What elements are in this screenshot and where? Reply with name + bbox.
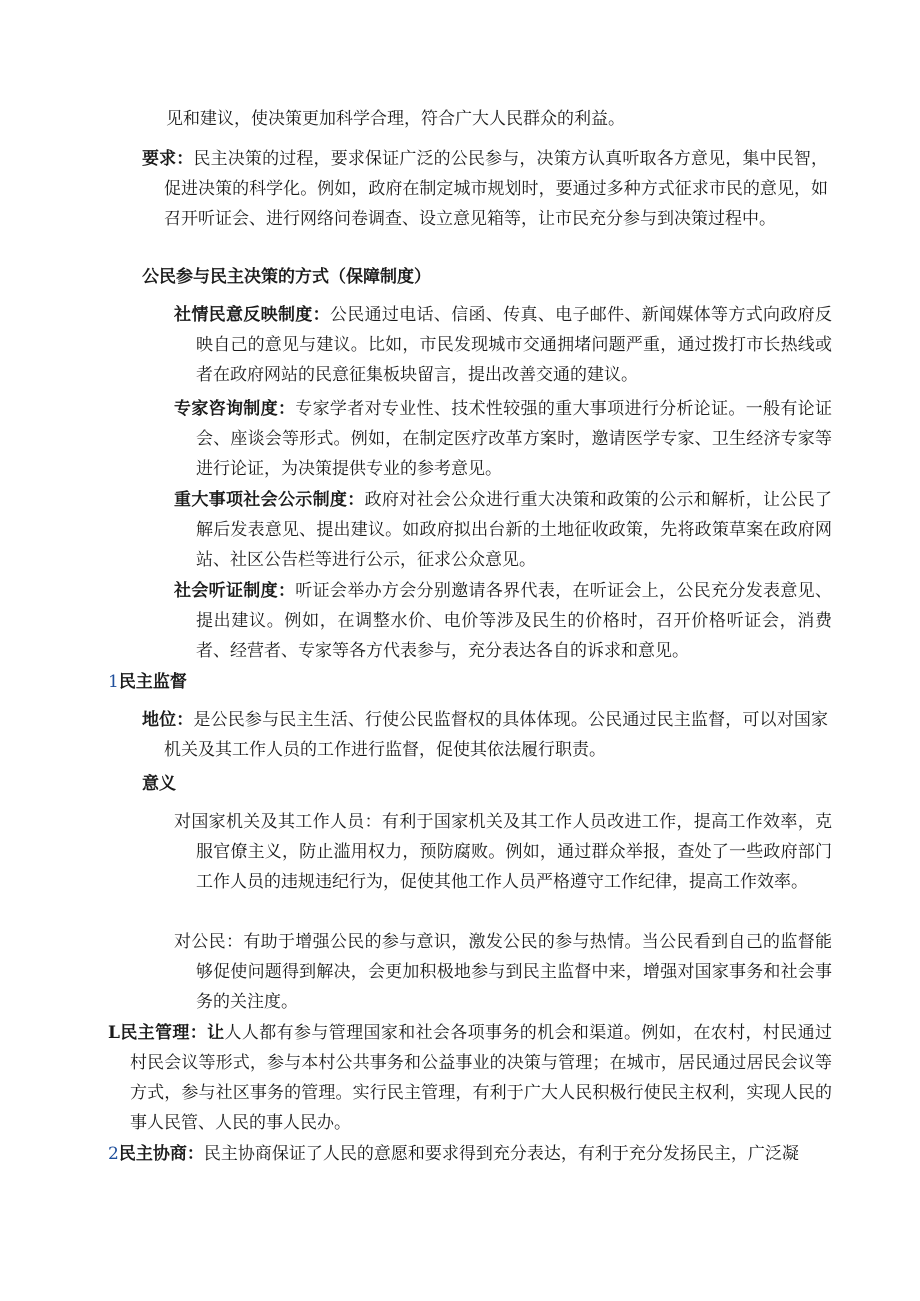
system-text: 公民通过电话、信函、传真、电子邮件、新闻媒体等方式向政府反映自己的意见与建议。比如，市民发现城市交通拥堵问题严重，通过拨打市长热线或者在政府网站的民意征集板块留言，提出改善交通的建议。 — [196, 305, 833, 385]
system-text: 听证会举办方会分别邀请各界代表，在听证会上，公民充分发表意见、提出建议。例如，在调整水价、电价等涉及民生的价格时，召开价格听证会，消费者、经营者、专家等各方代表参与，充分表达各自的诉求和意见。 — [196, 581, 833, 661]
intro-tail-text: 见和建议，使决策更加科学合理，符合广大人民群众的利益。 — [166, 109, 625, 129]
management-number: L — [108, 1023, 120, 1043]
system-text: 专家学者对专业性、技术性较强的重大事项进行分析论证。一般有论证会、座谈会等形式。例如，在制定医疗改革方案时，邀请医学专家、卫生经济专家等进行论证，为决策提供专业的参考意见。 — [196, 399, 833, 479]
system-label: 社会听证制度： — [174, 581, 296, 601]
system-label: 重大事项社会公示制度： — [174, 490, 365, 510]
requirement-block — [142, 144, 828, 234]
supervision-status-text: 是公民参与民主生活、行使公民监督权的具体体现。公民通过民主监督，可以对国家机关及其工作人员的工作进行监督，促使其依法履行职责。 — [164, 710, 829, 760]
system-label: 专家咨询制度： — [174, 399, 296, 419]
ways-heading — [142, 262, 782, 292]
meaning-text: 有助于增强公民的参与意识，激发公民的参与热情。当公民看到自己的监督能够促使问题得到解决，会更加积极地参与到民主监督中来，增强对国家事务和社会事务的关注度。 — [196, 932, 833, 1012]
consultation-paragraph — [108, 1139, 832, 1169]
meaning-label: 对公民： — [174, 932, 244, 952]
meaning-text: 有利于国家机关及其工作人员改进工作，提高工作效率，克服官僚主义，防止滥用权力，预防腐败。例如，通过群众举报，查处了一些政府部门工作人员的违规违纪行为，促使其他工作人员严格遵守工作纪律，提高工作效率。 — [196, 812, 833, 892]
ways-heading-text: 公民参与民主决策的方式（保障制度） — [142, 267, 431, 287]
supervision-title: 民主监督 — [118, 672, 187, 692]
system-item — [174, 485, 832, 575]
system-item — [174, 394, 832, 484]
requirement-label: 要求： — [142, 149, 194, 169]
intro-tail-paragraph — [166, 104, 826, 134]
management-title: 民主管理： — [119, 1023, 208, 1043]
meaning-heading — [142, 769, 342, 799]
meaning-heading-text: 意义 — [142, 774, 176, 794]
supervision-heading — [108, 667, 508, 697]
management-paragraph — [108, 1018, 832, 1138]
system-item — [174, 576, 832, 666]
requirement-text: 民主决策的过程，要求保证广泛的公民参与，决策方认真听取各方意见，集中民智，促进决策的科学化。例如，政府在制定城市规划时，要通过多种方式征求市民的意见，如召开听证会、进行网络问卷调查、设立意见箱等，让市民充分参与到决策过程中。 — [164, 149, 829, 229]
management-lead: 让 — [207, 1023, 225, 1043]
meaning-label: 对国家机关及其工作人员： — [174, 812, 382, 832]
supervision-number: 1 — [108, 672, 119, 692]
consultation-title: 民主协商： — [118, 1144, 204, 1164]
supervision-status-label: 地位： — [142, 710, 194, 730]
system-item — [174, 300, 832, 390]
consultation-text: 民主协商保证了人民的意愿和要求得到充分表达，有利于充分发扬民主，广泛凝 — [203, 1144, 799, 1164]
meaning-item — [174, 807, 832, 897]
consultation-number: 2 — [108, 1144, 119, 1164]
system-label: 社情民意反映制度： — [174, 305, 330, 325]
supervision-status — [142, 705, 828, 765]
meaning-item — [174, 927, 832, 1017]
management-text: 人人都有参与管理国家和社会各项事务的机会和渠道。例如，在农村，村民通过村民会议等形式，参与本村公共事务和公益事业的决策与管理；在城市，居民通过居民会议等方式，参与社区事务的管理。实行民主管理，有利于广大人民积极行使民主权利，实现人民的事人民管、人民的事人民办。 — [130, 1023, 833, 1133]
system-text: 政府对社会公众进行重大决策和政策的公示和解析，让公民了解后发表意见、提出建议。如政府拟出台新的土地征收政策，先将政策草案在政府网站、社区公告栏等进行公示，征求公众意见。 — [196, 490, 833, 570]
